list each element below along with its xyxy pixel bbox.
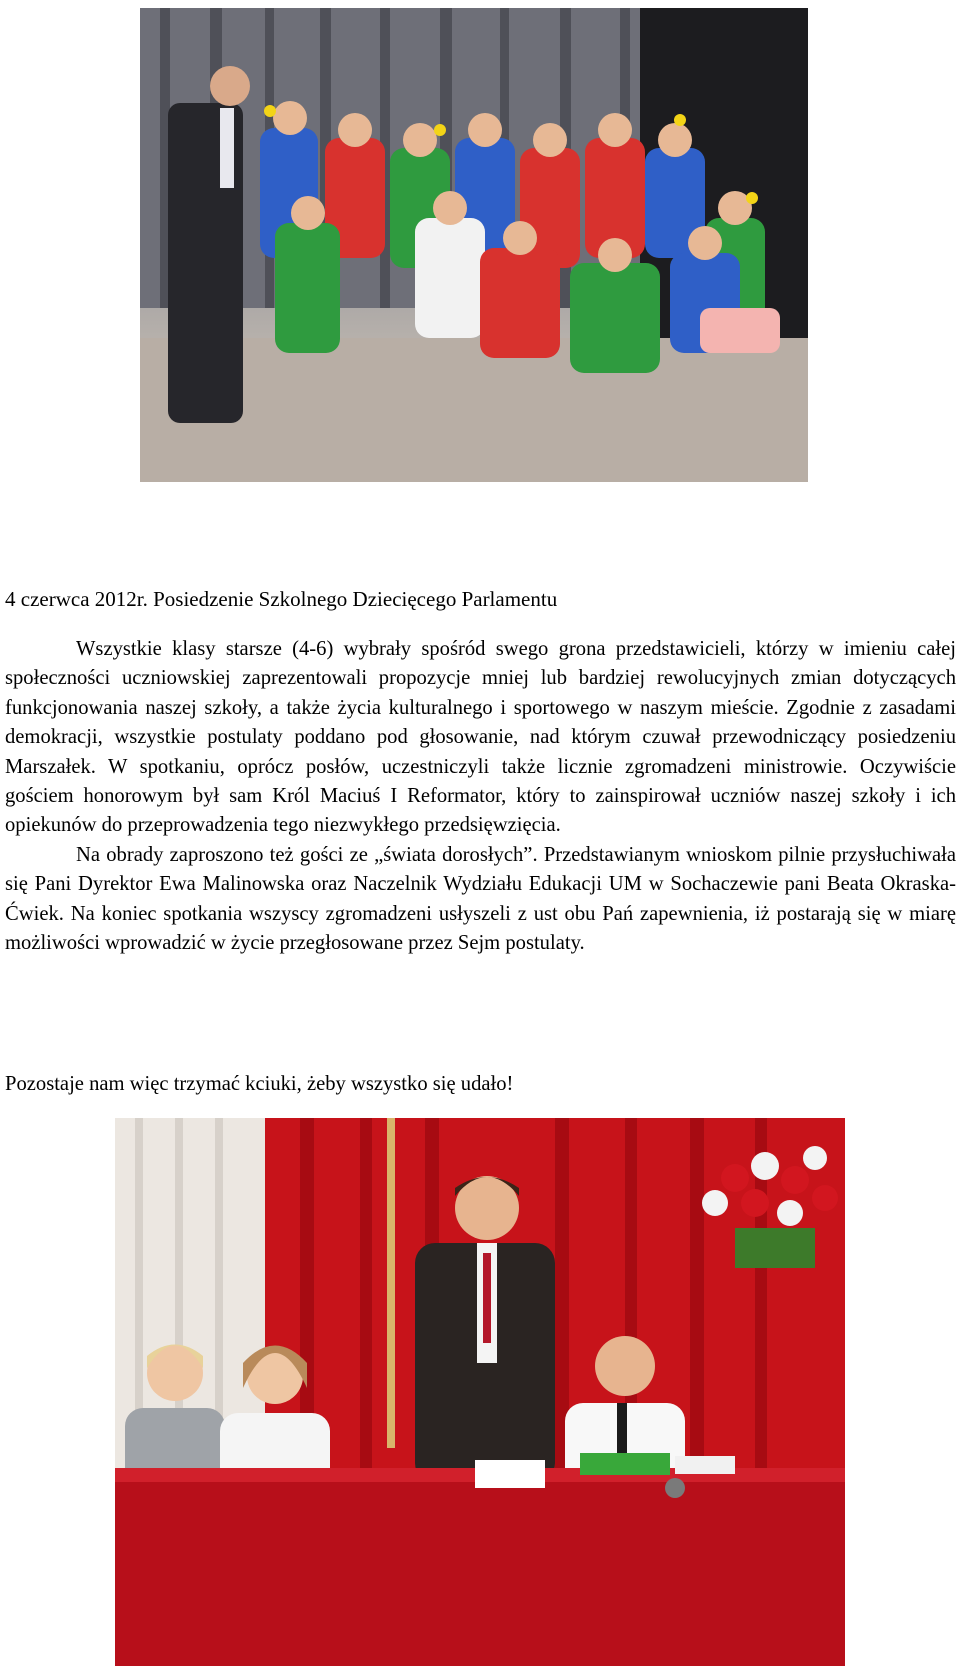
paragraph-2: Na obrady zaproszono też gości ze „świata dorosłych”. Przedstawianym wnioskom pilnie przysłuchiwała się Pani Dyrektor Ewa Malinowska oraz Naczelnik Wydziału Edukacji UM w Sochaczewie pani Beata Okraska-Ćwiek. Na koniec spotkania wszyscy zgromadzeni usłyszeli z ust obu Pań zapewnienia, iż postarają się w miarę możliwości wprowadzić w życie przegłosowane przez Sejm postulaty. (5, 843, 956, 955)
closing-sentence: Pozostaje nam więc trzymać kciuki, żeby wszystko się udało! (5, 1073, 514, 1095)
group-photo (140, 8, 808, 482)
paragraph-1: Wszystkie klasy starsze (4-6) wybrały spośród swego grona przedstawicieli, którzy w imieniu całej społeczności uczniowskiej zaprezentowali propozycje mniej lub bardziej rewolucyjnych zmian dotyczących funkcjonowania naszej szkoły, a także życia kulturalnego i sportowego w naszym mieście. Zgodnie z zasadami demokracji, wszystkie postulaty poddano pod głosowanie, nad którym czuwał przewodniczący posiedzeniu Marszałek. W spotkaniu, oprócz posłów, uczestniczyli także licznie zgromadzeni ministrowie. Oczywiście gościem honorowym był sam Król Maciuś I Reformator, który to zainspirował uczniów naszej szkoły i ich opiekunów do przeprowadzenia tego niezwykłego przedsięwzięcia. (5, 638, 956, 837)
podium-photo (115, 1118, 845, 1666)
article-heading: 4 czerwca 2012r. Posiedzenie Szkolnego Dziecięcego Parlamentu (5, 587, 558, 611)
article-body (5, 635, 956, 958)
